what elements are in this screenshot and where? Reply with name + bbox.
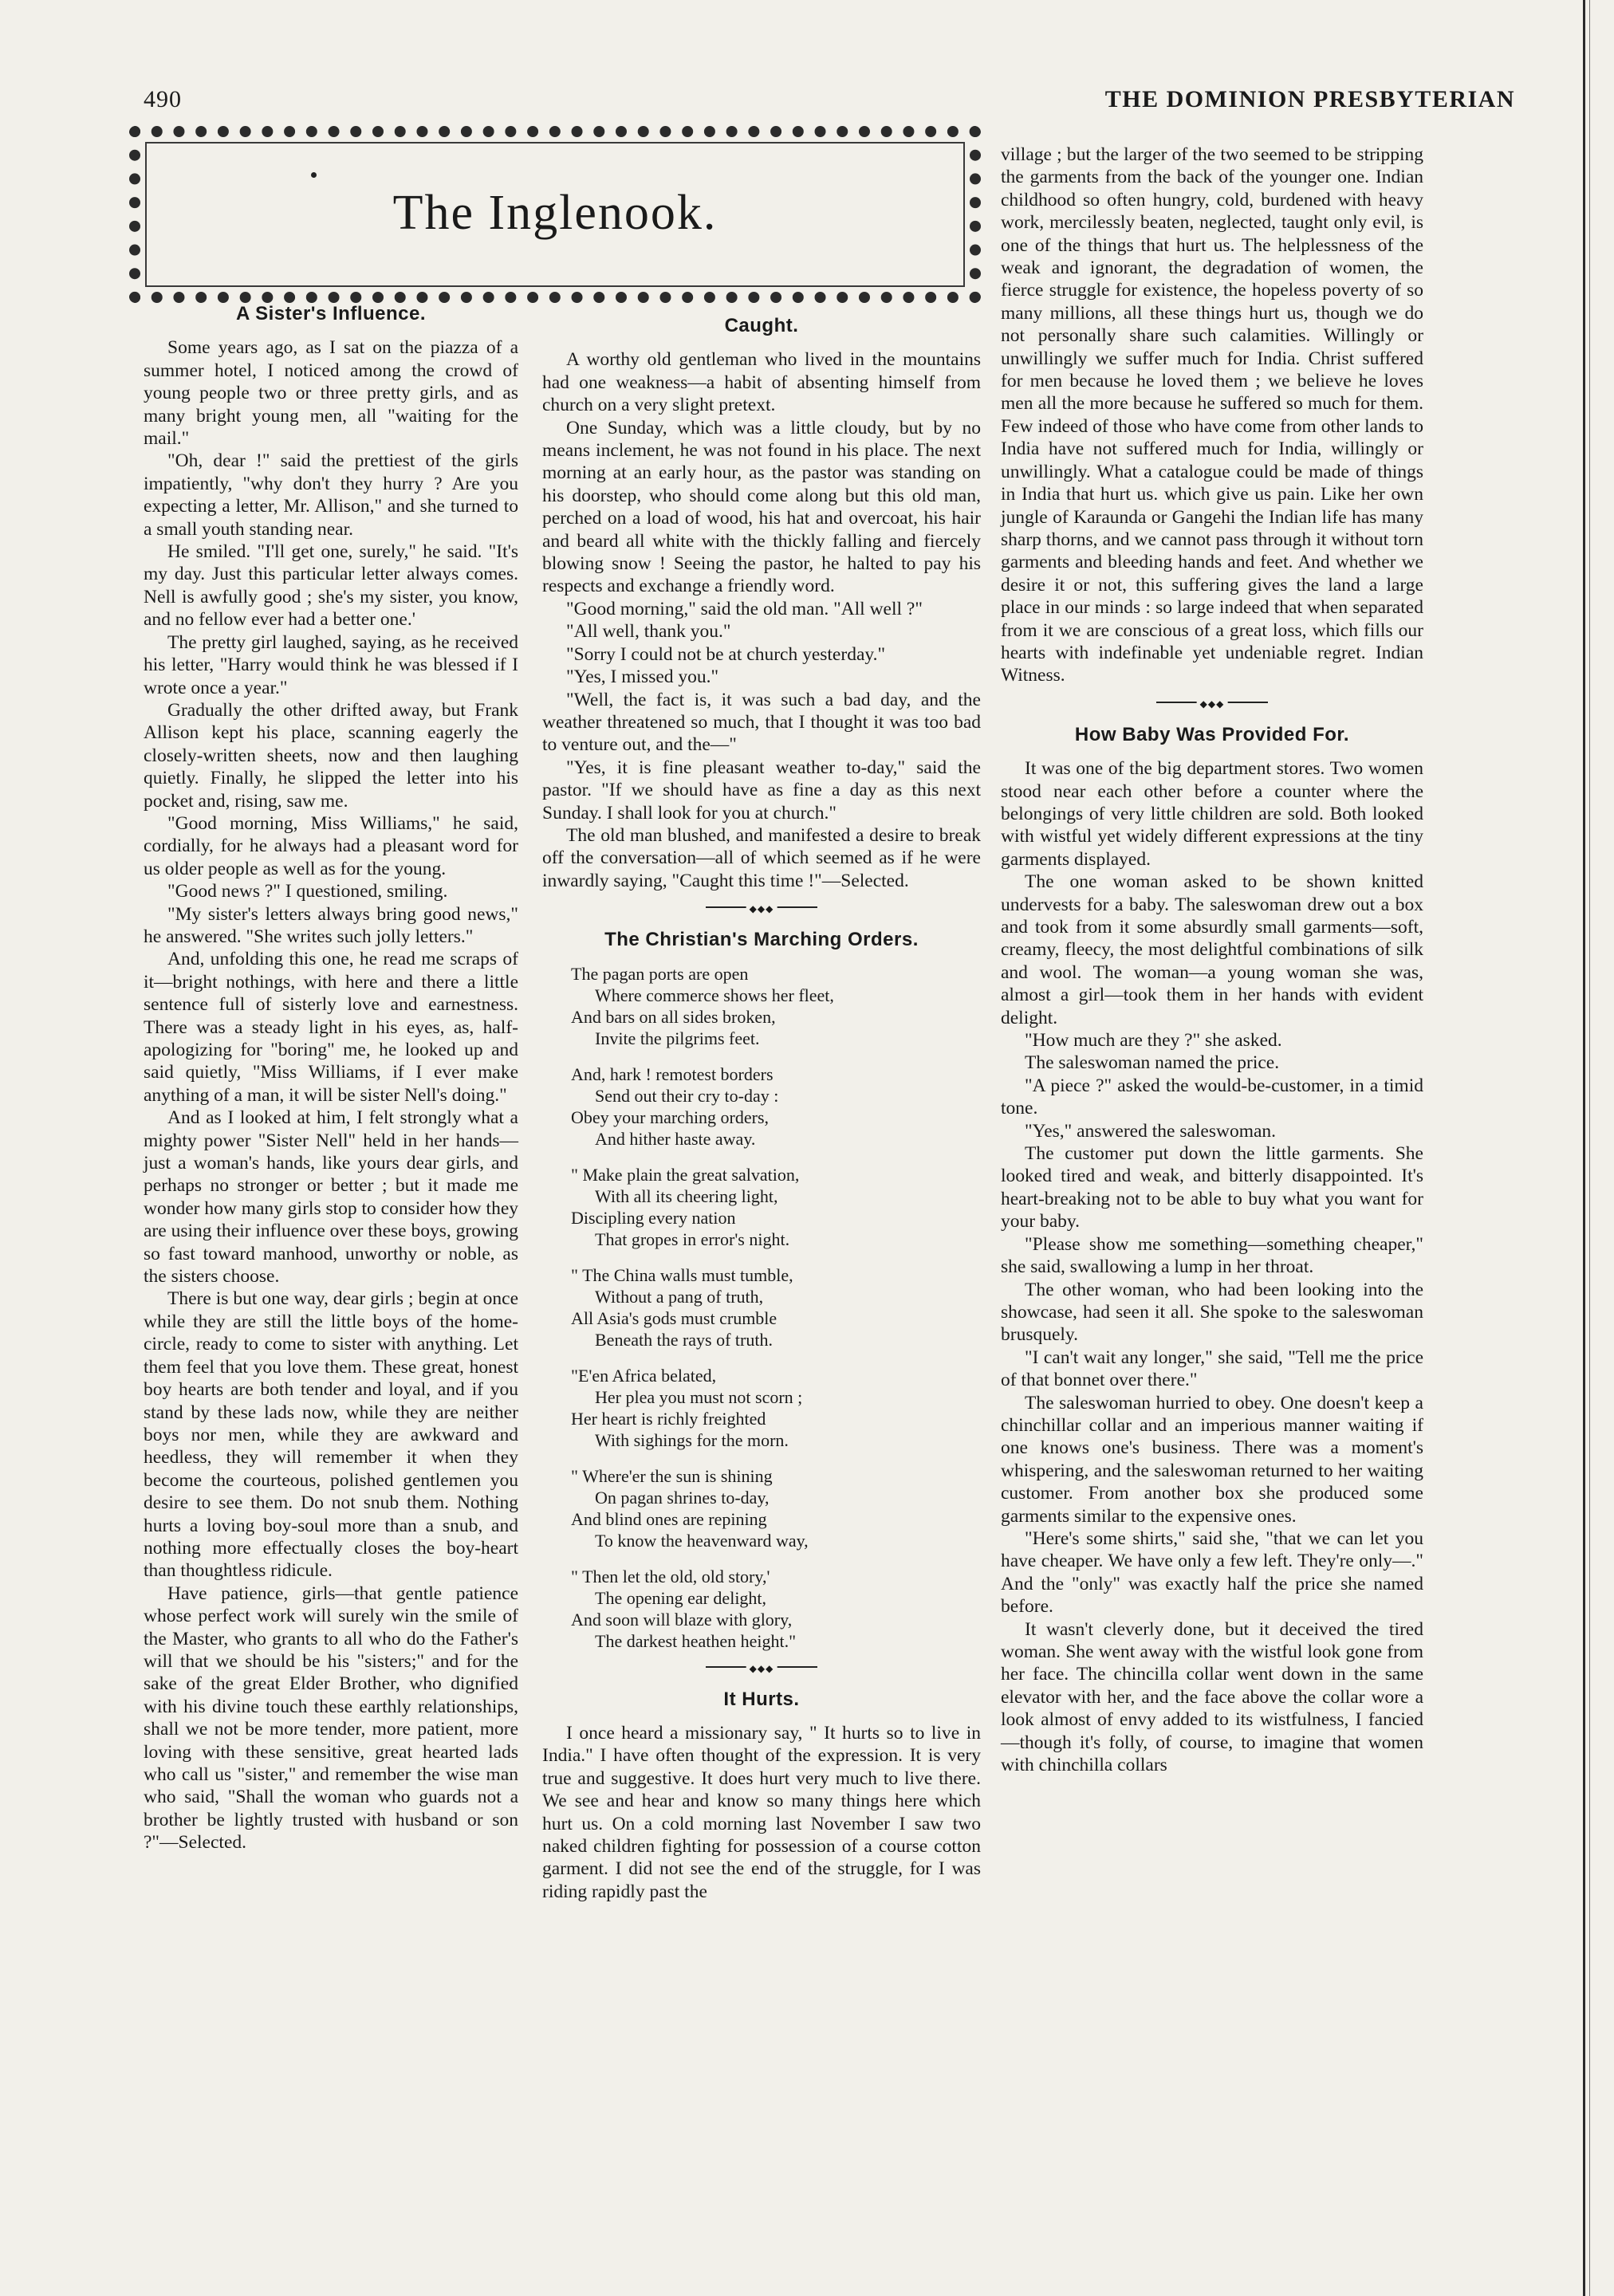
banner-ornament-dot bbox=[311, 172, 317, 178]
poem-line: The pagan ports are open bbox=[571, 963, 749, 984]
paragraph: And, unfolding this one, he read me scraps of it—bright nothings, with here and there a little sentence full of sisterly love and earnestness. There was a steady light in his eyes, as, half-apologizing for "boring" me, he looked up and said quietly, "Miss Williams, if I ever make anything of a man, it will be sister Nell's doing." bbox=[144, 949, 518, 1106]
paragraph: It was one of the big department stores. Two women stood near each other before a counter where the belongings of very little children are sold. Both looked with wistful yet widely different expressions at the tiny garments displayed. bbox=[1001, 758, 1423, 870]
poem-line: Where commerce shows her fleet, bbox=[595, 985, 834, 1005]
paragraph: The saleswoman named the price. bbox=[1025, 1052, 1280, 1074]
paragraph: "Oh, dear !" said the prettiest of the girls impatiently, "why don't they hurry ? Are you expecting a letter, Mr. Allison," and she turned to a small youth standing near. bbox=[144, 450, 518, 540]
poem-line: With sighings for the morn. bbox=[595, 1429, 789, 1450]
page-header bbox=[144, 86, 1515, 126]
paragraph: One Sunday, which was a little cloudy, but by no means inclement, he was not found in his place. The next morning at an early hour, as the pastor was standing on his doorstep, who should come along but this old man, perched on a load of wood, his hat and overcoat, his hair and beard all white with the thickly falling and fiercely blowing snow ! Seeing the pastor, he halted to pay his respects and exchange a friendly word. bbox=[542, 417, 981, 597]
paragraph: "Well, the fact is, it was such a bad day, and the weather threatened so much, that I thought it was too bad to venture out, and the—" bbox=[542, 689, 981, 756]
poem-line: Discipling every nation bbox=[571, 1207, 736, 1228]
paragraph: "Sorry I could not be at church yesterday." bbox=[566, 643, 886, 665]
poem-line: " Where'er the sun is shining bbox=[571, 1465, 773, 1486]
paragraph: Some years ago, as I sat on the piazza of a summer hotel, I noticed among the crowd of young people two or three pretty girls, and as many bright young men, all "waiting for the mail." bbox=[144, 337, 518, 450]
article-body-it-hurts bbox=[542, 1722, 981, 1903]
paragraph: Have patience, girls—that gentle patience whose perfect work will surely win the smile of the Master, who grants to all who do the Father's will that we should be his "sisters;" and for the sake of the great Elder Brother, who dignified with his divine touch these earthly relationships, shall we not be more tender, more patient, more loving with these sensitive, great hearted lads who call us "sister," and remember the wise man who said, "Shall the woman who guards not a brother be lightly trusted with husband or son ?"—Selected. bbox=[144, 1582, 518, 1854]
poem-stanza bbox=[571, 1264, 981, 1350]
article-body-it-hurts-continued bbox=[1001, 144, 1423, 687]
paragraph: The customer put down the little garments. She looked tired and weak, and bitterly disappointed. It's heart-breaking not to be able to buy what you want for your baby. bbox=[1001, 1143, 1423, 1233]
article-heading-sisters-influence: A Sister's Influence. bbox=[235, 303, 427, 324]
paragraph: It wasn't cleverly done, but it deceived the tired woman. She went away with the wistful look gone from her face. The chincilla collar went down in the same elevator with her, and the face above the collar wore a look almost of envy added to its wistfulness, I fancied—though it's folly, of course, to imagine that women with chinchilla collars bbox=[1001, 1618, 1423, 1776]
paragraph: "How much are they ?" she asked. bbox=[1025, 1030, 1282, 1052]
paragraph: "Here's some shirts," said she, "that we can let you have cheaper. We have only a few left. They're only—." And the "only" was exactly half the price she named before. bbox=[1001, 1527, 1423, 1618]
poem-line: Send out their cry to-day : bbox=[595, 1085, 779, 1106]
paragraph-continued: village ; but the larger of the two seemed to be stripping the garments from the back of the younger one. Indian childhood so often hungry, cold, burdened with heavy work, mercilessly beaten, neglected, taught only evil, is one of the things that hurt us. The helplessness of the weak and ignorant, the degradation of women, the fierce struggle for existence, the hopeless poverty of so many millions, all these things hurt us, though we do not personally share such calamities. Willingly or unwillingly we suffer much for India. Christ suffered for men because he loved them ; we believe he loves men all the more because he suffered so much for them. Few indeed of those who have come from other lands to India have not suffered much for India, willingly or unwillingly. What a catalogue could be made of things in India that hurt us. which give us pain. Like her own jungle of Karaunda or Gangehi the Indian life has many sharp thorns, and we cannot pass through it without torn garments and bleeding hands and feet. And whether we desire it or not, this suffering gives the land a large place in our minds : so large indeed that when separated from it we are conscious of a great loss, which fills our hearts with indefinable yet undeniable regret. Indian Witness. bbox=[1001, 144, 1423, 686]
poem-line: Her heart is richly freighted bbox=[571, 1408, 766, 1429]
article-heading-it-hurts: It Hurts. bbox=[723, 1688, 800, 1710]
running-title: THE DOMINION PRESBYTERIAN bbox=[1104, 86, 1515, 112]
paragraph: "Please show me something—something cheaper," she said, swallowing a lump in her throat. bbox=[1001, 1233, 1423, 1278]
poem-line: " Make plain the great salvation, bbox=[571, 1164, 800, 1185]
paragraph: There is but one way, dear girls ; begin at once while they are still the little boys of the home-circle, ready to come to sister with anything. Let them feel that you love them. These great, honest boy hearts are both tender and loyal, and if you stand by these lads now, while they are neither boys nor men, while they are awkward and heedless, they will remember it when they become the courteous, polished gentlemen you desire to see them. Do not snub them. Nothing hurts a loving boy-soul more than a snub, and nothing more effectually closes the boy-heart than thoughtless ridicule. bbox=[144, 1288, 518, 1582]
page-edge-line-thin bbox=[1589, 0, 1590, 2296]
paragraph: "My sister's letters always bring good news," he answered. "She writes such jolly letters." bbox=[144, 903, 518, 947]
paragraph: "Good morning," said the old man. "All well ?" bbox=[566, 598, 923, 619]
poem-line: " The China walls must tumble, bbox=[571, 1264, 793, 1285]
poem-stanza bbox=[571, 1164, 981, 1250]
article-body-caught bbox=[542, 348, 981, 892]
paragraph: "Yes, it is fine pleasant weather to-day," said the pastor. "If we should have as fine a day as this next Sunday. I shall look for you at church." bbox=[542, 757, 981, 824]
poem-line: "E'en Africa belated, bbox=[571, 1365, 717, 1386]
poem-stanza bbox=[571, 1063, 981, 1150]
paragraph: And as I looked at him, I felt strongly what a mighty power "Sister Nell" held in her hands—just a woman's hands, like yours dear girls, and perhaps no stronger or better ; but it made me wonder how many girls stop to consider how they are using their influence over these boys, growing so fast toward manhood, unworthy or noble, as the sisters choose. bbox=[144, 1107, 518, 1288]
paragraph: "All well, thank you." bbox=[566, 621, 731, 643]
poem-line: Her plea you must not scorn ; bbox=[595, 1386, 803, 1407]
paragraph: The pretty girl laughed, saying, as he received his letter, "Harry would think he was blessed if I wrote once a year." bbox=[144, 631, 518, 698]
poem-line: Without a pang of truth, bbox=[595, 1286, 764, 1307]
poem-line: And soon will blaze with glory, bbox=[571, 1609, 793, 1630]
poem-line: And hither haste away. bbox=[595, 1128, 756, 1149]
poem-line: And bars on all sides broken, bbox=[571, 1006, 776, 1027]
poem-line: The darkest heathen height." bbox=[595, 1630, 797, 1651]
paragraph: The one woman asked to be shown knitted undervests for a baby. The saleswoman drew out a box and took from it some absurdly small garments—soft, creamy, fleecy, the most delightful combinations of silk and wool. The woman—a young woman she was, almost a girl—took them in her hands with evident delight. bbox=[1001, 871, 1423, 1028]
section-divider bbox=[706, 1666, 817, 1668]
article-body-baby bbox=[1001, 757, 1423, 1776]
column-1 bbox=[144, 303, 518, 1854]
paragraph: "Good news ?" I questioned, smiling. bbox=[167, 881, 448, 902]
paragraph: The saleswoman hurried to obey. One doesn't keep a chinchillar collar and an imperious manner waiting if one knows one's business. There was a moment's whispering, and the saleswoman returned to her waiting customer. From another box she produced some garments similar to the expensive ones. bbox=[1001, 1392, 1423, 1527]
paragraph: "A piece ?" asked the would-be-customer, in a timid tone. bbox=[1001, 1075, 1423, 1119]
poem-stanza bbox=[571, 1465, 981, 1551]
poem-marching-orders bbox=[571, 963, 981, 1652]
column-2 bbox=[542, 315, 981, 1903]
article-heading-caught: Caught. bbox=[724, 315, 799, 336]
paragraph: Gradually the other drifted away, but Frank Allison kept his place, scanning eagerly the closely-written sheets, now and then laughing quietly. Finally, he slipped the letter into his pocket and, rising, saw me. bbox=[144, 699, 518, 812]
section-title: The Inglenook. bbox=[392, 186, 718, 240]
section-divider bbox=[706, 906, 817, 908]
paragraph: "Good morning, Miss Williams," he said, cordially, for he always had a pleasant word for us older people as well as for the young. bbox=[144, 812, 518, 879]
article-heading-baby: How Baby Was Provided For. bbox=[1074, 723, 1350, 745]
poem-stanza bbox=[571, 963, 981, 1049]
paragraph: He smiled. "I'll get one, surely," he said. "It's my day. Just this particular letter always comes. Nell is awfully good ; she's my sister, you know, and no fellow ever had a better one.' bbox=[144, 541, 518, 631]
paragraph: I once heard a missionary say, " It hurts so to live in India." I have often thought of the expression. It is very true and suggestive. It does hurt very much to live there. We see and hear and know so many things here which hurt us. On a cold morning last November I saw two naked children fighting for possession of a course cotton garment. I did not see the end of the struggle, for I was riding rapidly past the bbox=[542, 1722, 981, 1902]
paragraph: "Yes, I missed you." bbox=[566, 666, 719, 688]
poem-line: That gropes in error's night. bbox=[595, 1229, 790, 1249]
poem-line: Beneath the rays of truth. bbox=[595, 1329, 773, 1350]
inglenook-banner bbox=[129, 126, 981, 303]
poem-line: Obey your marching orders, bbox=[571, 1107, 770, 1127]
paragraph: "Yes," answered the saleswoman. bbox=[1025, 1120, 1277, 1142]
poem-line: With all its cheering light, bbox=[595, 1185, 778, 1206]
paragraph: The other woman, who had been looking into the showcase, had seen it all. She spoke to the saleswoman brusquely. bbox=[1001, 1279, 1423, 1346]
poem-line: On pagan shrines to-day, bbox=[595, 1487, 770, 1508]
poem-line: And blind ones are repining bbox=[571, 1508, 767, 1529]
article-body-sisters-influence bbox=[144, 336, 518, 1854]
paragraph: The old man blushed, and manifested a desire to break off the conversation—all of which seemed as if he were inwardly saying, "Caught this time !"—Selected. bbox=[542, 824, 981, 891]
paragraph: "I can't wait any longer," she said, "Tell me the price of that bonnet over there." bbox=[1001, 1347, 1423, 1391]
page-number: 490 bbox=[144, 86, 182, 112]
poem-line: The opening ear delight, bbox=[595, 1587, 767, 1608]
page-edge-line bbox=[1583, 0, 1585, 2296]
poem-stanza bbox=[571, 1365, 981, 1451]
column-3 bbox=[1001, 144, 1423, 1776]
paragraph: A worthy old gentleman who lived in the mountains had one weakness—a habit of absenting himself from church on a very slight pretext. bbox=[542, 349, 981, 416]
poem-line: All Asia's gods must crumble bbox=[571, 1307, 777, 1328]
poem-line: To know the heavenward way, bbox=[595, 1530, 809, 1551]
poem-line: " Then let the old, old story,' bbox=[571, 1566, 770, 1586]
section-divider bbox=[1156, 702, 1268, 703]
poem-line: And, hark ! remotest borders bbox=[571, 1063, 774, 1084]
article-heading-marching-orders: The Christian's Marching Orders. bbox=[604, 929, 919, 951]
poem-stanza bbox=[571, 1566, 981, 1652]
poem-line: Invite the pilgrims feet. bbox=[595, 1028, 760, 1048]
